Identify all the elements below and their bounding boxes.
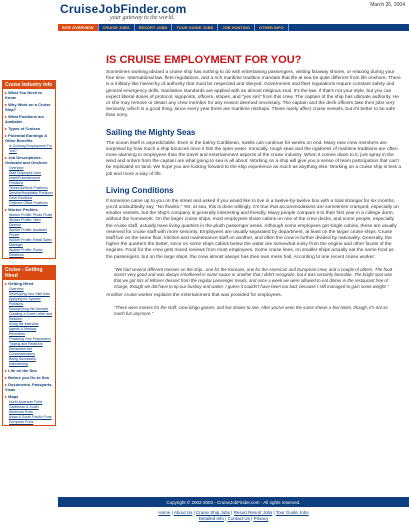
sidebar-box-industry <box>2 80 56 259</box>
sidebar-box-title: Cruise - Getting Hired <box>3 266 55 280</box>
footer-link-tour-guide[interactable]: Tour Guide Jobs <box>275 510 309 515</box>
sidebar-item-types[interactable]: ▸ Types of Cruises <box>5 126 41 131</box>
header <box>0 0 409 24</box>
bullet-icon: ▸ <box>5 155 8 160</box>
sidebar-sub-technical[interactable]: Technical/Deck Positions <box>9 186 48 190</box>
site-logo[interactable]: CruiseJobFinder.com <box>60 2 187 16</box>
paragraph-1: Sometimes working aboard a cruise ship has nothing to do with entertaining passengers, visiting faraway shores, or relaxing during your free time. International law, fleet regulations, and a rich maritime tradition mandate that life at sea be quite different from life onshore. There is a military-like hierarchy of authority that must be respected and obeyed. Government and fleet regulations require constant safety and general emergency drills. Sanitation standards are applied with an almost religious zeal. It's the law. If that's not your style, but you can expect liberal doses of protocol, signposts, officers, stripes, and "yes sirs" from this crew. The captain of the ship has ultimate authority. He or she may remove or detain any crew member for any reason deemed necessary. The captain and the deck officers take their jobs very seriously, which is a good thing, since every year there are maritime mishaps. These rarely affect cruise vessels, but it's better to be safe than sorry. <box>106 70 401 119</box>
footer-link-detailed-info[interactable]: Detailed Info <box>198 516 224 521</box>
paragraph-2: The ocean itself is unpredictable. Even in the balmy Caribbean, swells can continue for weeks on end. Many new crew members are surprised by how much a ship bounces once it hits the open water. Ironically, rough seas and the rigidness of maritime traditions are often more alarming to employees than the travel and entertainment aspects of the cruise industry. When it comes down to it, just spray in the wind and orders from the captain are what going to sea is all about. Working on a ship will give you a sense of team participation that can't be replicated on land. We hope you are looking forward to the ship experience as much as anything else. Working on a cruise ship is less a job and more a way of life. <box>106 140 401 177</box>
sidebar-sub-carib-ports[interactable]: Caribbean & South American Ports <box>9 405 39 414</box>
nav-resort-jobs[interactable]: RESORT JOBS <box>135 24 173 31</box>
bullet-icon: ▸ <box>5 368 8 373</box>
bullet-icon: ▸ <box>5 394 8 399</box>
sidebar-sub-photo[interactable]: Worker Profile: Photo Pirate <box>9 213 53 217</box>
sidebar-sub-overview[interactable]: Overview <box>9 166 24 170</box>
footer-link-about[interactable]: About Us <box>173 510 193 515</box>
sidebar-sub-finalizing[interactable]: Finalizing Your Preparation <box>9 337 51 341</box>
sidebar-sub-agents[interactable]: Agents & Medical Recruiters <box>9 327 37 336</box>
sidebar-item-worker-profiles[interactable]: ▸ Worker Profiles <box>5 207 38 212</box>
sidebar-sub-interviewing[interactable]: Interviewing <box>9 362 28 366</box>
nav-tour-guide-jobs[interactable]: TOUR GUIDE JOBS <box>172 24 218 31</box>
sidebar-sub-applying[interactable]: Applying for Specific Positions <box>9 297 41 306</box>
nav-cruise-jobs[interactable]: CRUISE JOBS <box>99 24 135 31</box>
tagline: your gateway to the world. <box>110 15 175 21</box>
sidebar-item-earnings[interactable]: ▸ Potential Earnings & Other Benefits <box>5 133 48 143</box>
sidebar-sub-hotel[interactable]: Hotel/Entertainment Positions <box>9 176 40 185</box>
sidebar <box>2 80 56 432</box>
sidebar-sub-hired-overview[interactable]: Overview <box>9 287 24 291</box>
footer-links: Home | About Us | Cruise Ship Jobs | Resort Resort Jobs | Tour Guide Jobs Detailed Info | Contact Us | Privacy <box>158 510 309 521</box>
main-content <box>106 44 401 317</box>
sidebar-item-documents[interactable]: ▸ Documents, Passports, Visas <box>5 382 53 392</box>
quote-2: "There were movies for the staff, crew bingo games, and live shows to see. After you've seen the same shows a few times, though, it's not so much fun anymore." <box>114 305 388 317</box>
footer-link-resort-jobs[interactable]: Resort Resort Jobs <box>233 510 273 515</box>
bullet-icon: ▸ <box>5 102 8 107</box>
sidebar-sub-purser[interactable]: Worker Profile: Assistant Purser <box>9 228 48 237</box>
footer-link-contact[interactable]: Contact Us <box>227 516 250 521</box>
sidebar-sub-skills[interactable]: Developing Your Skill Sets <box>9 292 50 296</box>
sidebar-sub-staff[interactable]: Staff Employee Jobs <box>9 171 42 175</box>
bullet-icon: ▸ <box>5 114 8 119</box>
bullet-icon: ▸ <box>5 375 8 380</box>
sidebar-item-getting-hired[interactable]: ▸ Getting Hired <box>5 281 34 286</box>
sidebar-item-job-descriptions[interactable]: ▸ Job Descriptions: Onboard and Onshore <box>5 155 48 165</box>
footer-bar <box>58 497 409 507</box>
nav-other-info[interactable]: OTHER INFO <box>255 24 289 31</box>
sidebar-box-title: Cruise Industry Info <box>3 81 55 89</box>
sidebar-sub-interview[interactable]: Acing the Interview <box>9 322 39 326</box>
section-heading-living: Living Conditions <box>106 185 174 195</box>
footer-link-cruise-jobs[interactable]: Cruise Ship Jobs <box>196 510 231 515</box>
top-nav <box>58 24 409 31</box>
sidebar-sub-tipping[interactable]: Tipping and Relations <box>9 342 43 346</box>
paragraph-3: If someone came up to you on the street and asked if you would like to live in a twelve-by-twelve box with a total stranger for six months, you'd undoubtedly say, "No thanks." Yet, at sea, this is done willingly. It's true that accommodations are sometimes cramped, especially on smaller vessels, but the ship's company is generally interesting and friendly. Many people compare it to their first year in a college dorm, without the homework. On the larger cruise ships, most employees share cabins on one of the crew decks, and some people, especially the cruise staff, actually have living quarters in the plush passenger areas. Although some employees get single cabins, these are usually reserved for cruise staff with more seniority. Employees are usually separated by department, at least on the larger cruise ships. Cruise staff live on the same floor, kitchen and maintenance staff on another, and often the crew is further divided by nationality. Generally, the higher the quarters the better, since on some ships cabins below the water are somewhat noisy from the engine and other facets of the engines. Food for the crew gets mixed reviews from most employees. Some cruise lines, on smaller ships actually eat the same food as the passengers, but on the large ships, the crew almost always has their own mess hall. According to one recent cruise worker: <box>106 198 399 260</box>
bullet-icon: ▸ <box>5 281 8 286</box>
section-heading-sailing: Sailing the Mighty Seas <box>106 127 196 137</box>
sidebar-item-what-you-need[interactable]: ▸ What You Need to Know <box>5 90 42 100</box>
footer-link-privacy[interactable]: Privacy <box>253 516 269 521</box>
bullet-icon: ▸ <box>5 382 8 387</box>
bullet-icon: ▸ <box>5 126 8 131</box>
sidebar-sub-service[interactable]: Service/Hospitality Positions <box>9 191 53 195</box>
sidebar-sub-asia-ports[interactable]: Asian & South Pacific Ports <box>9 415 52 419</box>
nav-job-hunting[interactable]: JOB HUNTING <box>218 24 255 31</box>
sidebar-item-maps[interactable]: ▸ Maps <box>5 394 19 399</box>
sidebar-sub-euro-ports[interactable]: European Ports <box>9 420 34 424</box>
nav-site-overview[interactable]: SITE OVERVIEW <box>58 24 99 31</box>
quote-1: "We had several different messes on the ship...one for the Koreans, one for the American and European crew, and a couple of others. The food wasn't very good and was always smothered in some sauce or another that I didn't recognize, but it was certainly bearable. The bright spot was that we got lots of leftover dessert from the regular passenger meals, and once a week we were allowed to eat dinner in the restaurant free of charge, though we did have to tip our busboy and waiter. I guess it couldn't have been too bad, because I still managed to gain some weight." <box>114 266 393 289</box>
sidebar-sub-retail[interactable]: Worker Profile: Retail Sales Manager <box>9 238 52 247</box>
sidebar-sub-successful[interactable]: Being Successful <box>9 357 36 361</box>
copyright: Copyright © 2002-2003 - CruiseJobFinder.com - All rights reserved. <box>166 499 301 505</box>
sidebar-box-hired <box>2 265 56 426</box>
bullet-icon: ▸ <box>5 207 8 212</box>
sidebar-sub-onshore[interactable]: Onshore Office Positions <box>9 201 48 205</box>
page-title: IS CRUISE EMPLOYMENT FOR YOU? <box>106 54 302 66</box>
sidebar-item-life-sea[interactable]: ▸ Life on the Sea <box>5 368 37 373</box>
bullet-icon: ▸ <box>5 90 8 95</box>
sidebar-item-positions[interactable]: ▸ What Positions are Available <box>5 114 45 124</box>
sidebar-sub-lifestyle[interactable]: Researching the Lifestyle <box>9 307 49 311</box>
sidebar-sub-na-ports[interactable]: North American Ports <box>9 400 43 404</box>
paragraph-4: Another cruise worker explains the entertainment that was provided for employees. <box>106 293 282 299</box>
sidebar-sub-is-cruising[interactable]: Is Cruising Employment For You? <box>9 144 53 153</box>
date: March 26, 2004 <box>370 2 405 8</box>
sidebar-item-why-work[interactable]: ▸ Why Work on a Cruise Ship? <box>5 102 51 112</box>
sidebar-sub-teen[interactable]: Worker Profile: Teen Director <box>9 218 41 227</box>
sidebar-sub-pr[interactable]: Worker Profile: Public Relations <box>9 248 43 257</box>
footer-link-home[interactable]: Home <box>158 510 171 515</box>
sidebar-item-before-sea[interactable]: ▸ Before you Go to Sea <box>5 375 49 380</box>
sidebar-sub-deck[interactable]: Deck Positions <box>9 196 33 200</box>
bullet-icon: ▸ <box>5 133 8 138</box>
sidebar-sub-concessionaires[interactable]: Remember the Concessionaires <box>9 347 35 356</box>
sidebar-sub-cover-letter[interactable]: Creating a Cover Letter and Resume <box>9 312 53 321</box>
